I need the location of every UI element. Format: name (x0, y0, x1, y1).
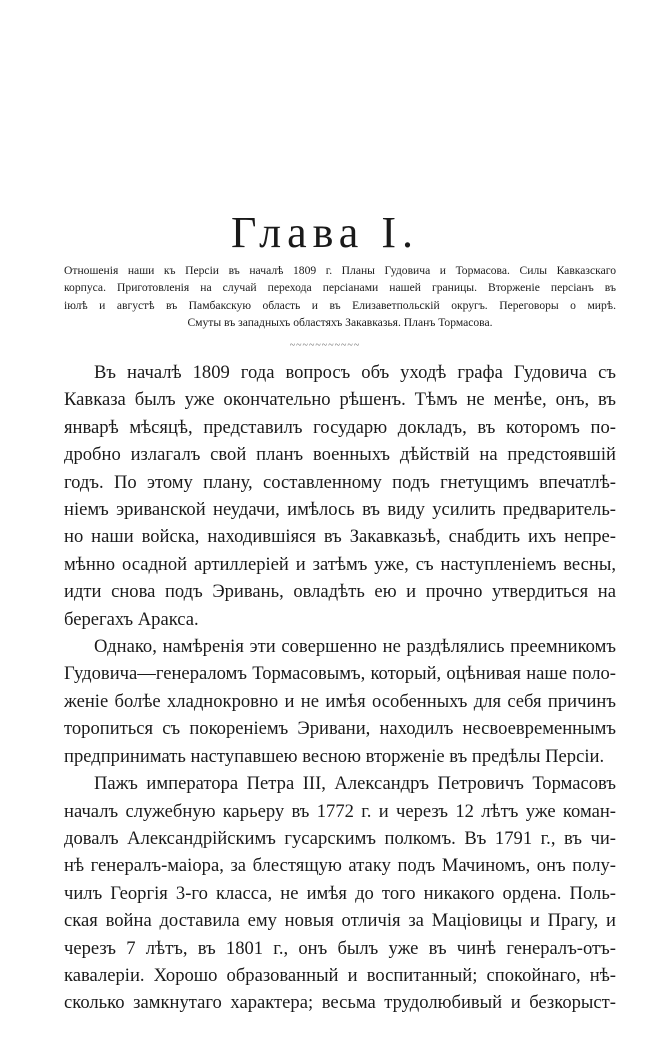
body-line: нѣ генералъ-маіора, за блестящую атаку подъ Мачиномъ, онъ полу- (64, 855, 616, 877)
summary-line: іюлѣ и августѣ въ Памбакскую область и въ Елизаветпольскій округъ. Переговоры о мирѣ. (64, 298, 616, 312)
body-line: идти снова подъ Эривань, овладѣть ею и прочно утвердиться на (64, 581, 616, 603)
body-text (64, 359, 616, 1017)
chapter-summary (64, 262, 616, 332)
body-line: черезъ 7 лѣтъ, въ 1801 г., онъ былъ уже въ чинѣ генералъ-отъ- (64, 937, 616, 959)
body-line: берегахъ Аракса. (64, 608, 199, 630)
chapter-title: Глава I. (231, 208, 419, 257)
body-line: женіе болѣе хладнокровно и не имѣя особенныхъ для себя причинъ (64, 690, 616, 712)
body-line: Пажъ императора Петра III, Александръ Петровичъ Тормасовъ (94, 773, 616, 795)
body-line: ская война доставила ему новыя отличія за Маціовицы и Прагу, и (64, 910, 616, 932)
body-line: началъ служебную карьеру въ 1772 г. и черезъ 12 лѣтъ уже коман- (64, 800, 616, 822)
body-line: торопиться съ покореніемъ Эривани, находилъ несвоевременнымъ (64, 718, 616, 740)
body-line: кавалеріи. Хорошо образованный и воспитанный; спокойнаго, нѣ- (64, 964, 616, 986)
body-line: дробно излагалъ свой планъ военныхъ дѣйствій на предстоявшій (64, 444, 616, 466)
body-line: Гудовича—генераломъ Тормасовымъ, который, оцѣнивая наше поло- (64, 663, 616, 685)
body-line: предпринимать наступавшею весною вторженіе въ предѣлы Персіи. (64, 745, 605, 767)
body-line: сколько замкнутаго характера; весьма трудолюбивый и безкорыст- (64, 992, 616, 1014)
summary-line: корпуса. Приготовленія на случай перехода персіанами нашей границы. Вторженіе персіанъ въ (64, 281, 616, 295)
body-line: мѣнно осадной артиллеріей и затѣмъ уже, съ наступленіемъ весны, (64, 553, 616, 575)
body-line: Кавказа былъ уже окончательно рѣшенъ. Тѣмъ не менѣе, онъ, въ (64, 389, 616, 411)
body-line: январѣ мѣсяцѣ, представилъ государю докладъ, въ которомъ по- (64, 416, 616, 438)
body-line: довалъ Александрійскимъ гусарскимъ полкомъ. Въ 1791 г., въ чи- (64, 827, 616, 849)
summary-line: Смуты въ западныхъ областяхъ Закавказья. Планъ Тормасова. (187, 316, 493, 330)
ornament-divider: ~~~~~~~~~~~ (289, 340, 361, 351)
body-line: но наши войска, находившіяся въ Закавказьѣ, снабдить ихъ непре- (64, 526, 616, 548)
body-line: годъ. По этому плану, составленному подъ гнетущимъ впечатлѣ- (64, 471, 616, 493)
summary-line: Отношенія наши къ Персіи въ началѣ 1809 г. Планы Гудовича и Тормасова. Силы Кавказскаго (64, 264, 616, 277)
body-line: ніемъ эриванской неудачи, имѣлось въ виду усилить предваритель- (64, 499, 616, 521)
body-line: Однако, намѣренія эти совершенно не раздѣлялись преемникомъ (94, 636, 616, 658)
body-line: Въ началѣ 1809 года вопросъ объ уходѣ графа Гудовича съ (94, 362, 616, 383)
body-line: чилъ Георгія 3-го класса, не имѣя до того никакого ордена. Поль- (64, 882, 616, 904)
